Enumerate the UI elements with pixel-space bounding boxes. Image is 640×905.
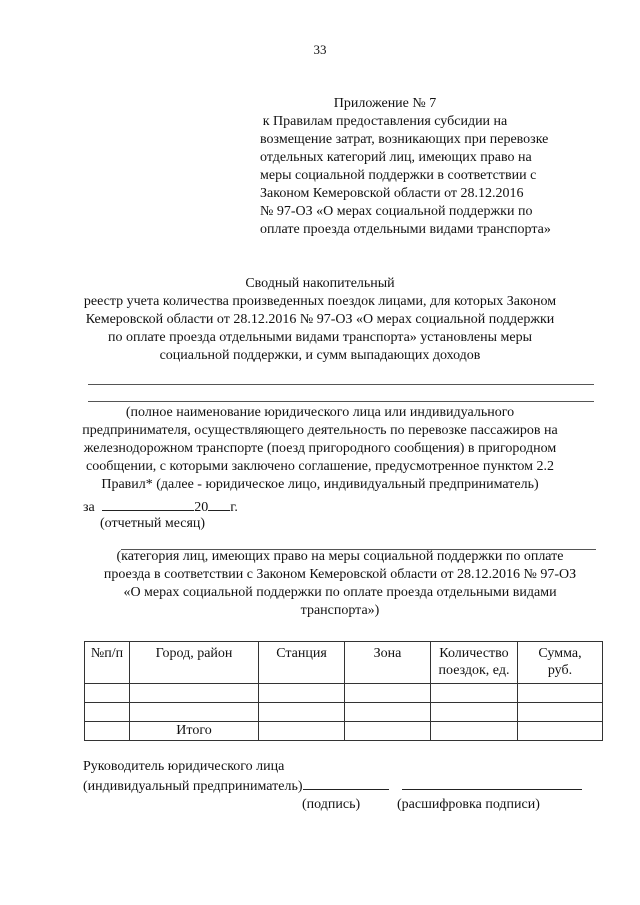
column-header-amount: Сумма, руб. xyxy=(518,642,603,684)
entity-caption-line: Правил* (далее - юридическое лицо, индивидуальный предприниматель) xyxy=(101,477,539,492)
entity-caption-line: предпринимателя, осуществляющего деятельность по перевозке пассажиров на xyxy=(82,423,558,438)
table-total-row xyxy=(85,722,603,741)
appendix-line: № 97-ОЗ «О мерах социальной поддержки по xyxy=(260,204,533,219)
table-cell[interactable] xyxy=(259,703,345,722)
heading-line: реестр учета количества произведенных поездок лицами, для которых Законом xyxy=(83,294,557,309)
signature-block xyxy=(83,758,582,796)
signature-role-line-2 xyxy=(83,776,582,796)
appendix-line: меры социальной поддержки в соответствии с xyxy=(260,168,537,183)
column-header-number: №п/п xyxy=(85,642,130,684)
table-cell[interactable] xyxy=(345,684,431,703)
appendix-line: к Правилам предоставления субсидии на xyxy=(262,114,508,129)
signature-caption: (подпись) xyxy=(302,797,361,812)
registry-table xyxy=(84,641,603,741)
appendix-line: Законом Кемеровской области от 28.12.2016 xyxy=(260,186,524,201)
appendix-line: Приложение № 7 xyxy=(333,96,437,111)
period-caption: (отчетный месяц) xyxy=(100,516,206,531)
table-cell[interactable] xyxy=(85,722,130,741)
appendix-line: отдельных категорий лиц, имеющих право на xyxy=(260,150,532,165)
month-blank[interactable] xyxy=(102,497,194,511)
entity-caption xyxy=(70,404,570,494)
category-caption-line: (категория лиц, имеющих право на меры социальной поддержки по оплате xyxy=(116,549,564,564)
heading-line: Кемеровской области от 28.12.2016 № 97-ОЗ «О мерах социальной поддержки xyxy=(85,312,555,327)
table-cell[interactable] xyxy=(85,684,130,703)
signature-role-text: (индивидуальный предприниматель) xyxy=(83,779,303,794)
page-number: 33 xyxy=(313,42,327,57)
category-caption-line: «О мерах социальной поддержки по оплате проезда отдельными видами xyxy=(123,585,557,600)
category-caption-line: проезда в соответствии с Законом Кемеровской области от 28.12.2016 № 97-ОЗ xyxy=(103,567,577,582)
entity-caption-line: (полное наименование юридического лица или индивидуального xyxy=(125,405,515,420)
table-cell[interactable] xyxy=(518,684,603,703)
column-header-trips: Количество поездок, ед. xyxy=(431,642,518,684)
column-header-city: Город, район xyxy=(130,642,259,684)
appendix-line: оплате проезда отдельными видами транспорта» xyxy=(260,222,551,237)
table-cell[interactable] xyxy=(345,722,431,741)
table-cell[interactable] xyxy=(85,703,130,722)
entity-name-line-1[interactable] xyxy=(88,384,594,385)
column-header-station: Станция xyxy=(259,642,345,684)
table-row xyxy=(85,684,603,703)
table-cell[interactable] xyxy=(345,703,431,722)
table-cell[interactable] xyxy=(431,684,518,703)
table-cell[interactable] xyxy=(518,722,603,741)
appendix-header xyxy=(260,95,551,239)
table-header-row xyxy=(85,642,603,684)
table-cell[interactable] xyxy=(431,722,518,741)
period-prefix: за xyxy=(83,500,95,515)
table-cell[interactable] xyxy=(130,703,259,722)
category-caption-line: транспорта») xyxy=(300,603,380,618)
reporting-period xyxy=(83,497,238,517)
table-cell[interactable] xyxy=(130,684,259,703)
table-cell[interactable] xyxy=(431,703,518,722)
heading-line: социальной поддержки, и сумм выпадающих доходов xyxy=(159,348,481,363)
entity-name-line-2[interactable] xyxy=(88,401,594,402)
table-row xyxy=(85,703,603,722)
year-suffix: г. xyxy=(230,500,238,515)
table-cell[interactable] xyxy=(518,703,603,722)
heading-title: Сводный накопительный xyxy=(245,276,395,291)
entity-caption-line: железнодорожном транспорте (поезд пригородного сообщения) в пригородном xyxy=(83,441,557,456)
column-header-zone: Зона xyxy=(345,642,431,684)
total-label: Итого xyxy=(130,722,259,741)
heading-line: по оплате проезда отдельными видами транспорта» установлены меры xyxy=(107,330,533,345)
table-cell[interactable] xyxy=(259,722,345,741)
year-prefix: 20 xyxy=(194,500,209,515)
document-heading xyxy=(60,275,580,365)
category-caption xyxy=(100,548,580,620)
appendix-line: возмещение затрат, возникающих при перевозке xyxy=(260,132,549,147)
table-cell[interactable] xyxy=(259,684,345,703)
entity-caption-line: сообщении, с которыми заключено соглашение, предусмотренное пунктом 2.2 xyxy=(86,459,554,474)
signature-role-line-1: Руководитель юридического лица xyxy=(83,759,285,774)
year-blank[interactable] xyxy=(208,497,230,511)
signature-decoding-blank[interactable] xyxy=(402,776,582,790)
signature-blank[interactable] xyxy=(303,776,389,790)
signature-decoding-caption: (расшифровка подписи) xyxy=(397,797,540,812)
